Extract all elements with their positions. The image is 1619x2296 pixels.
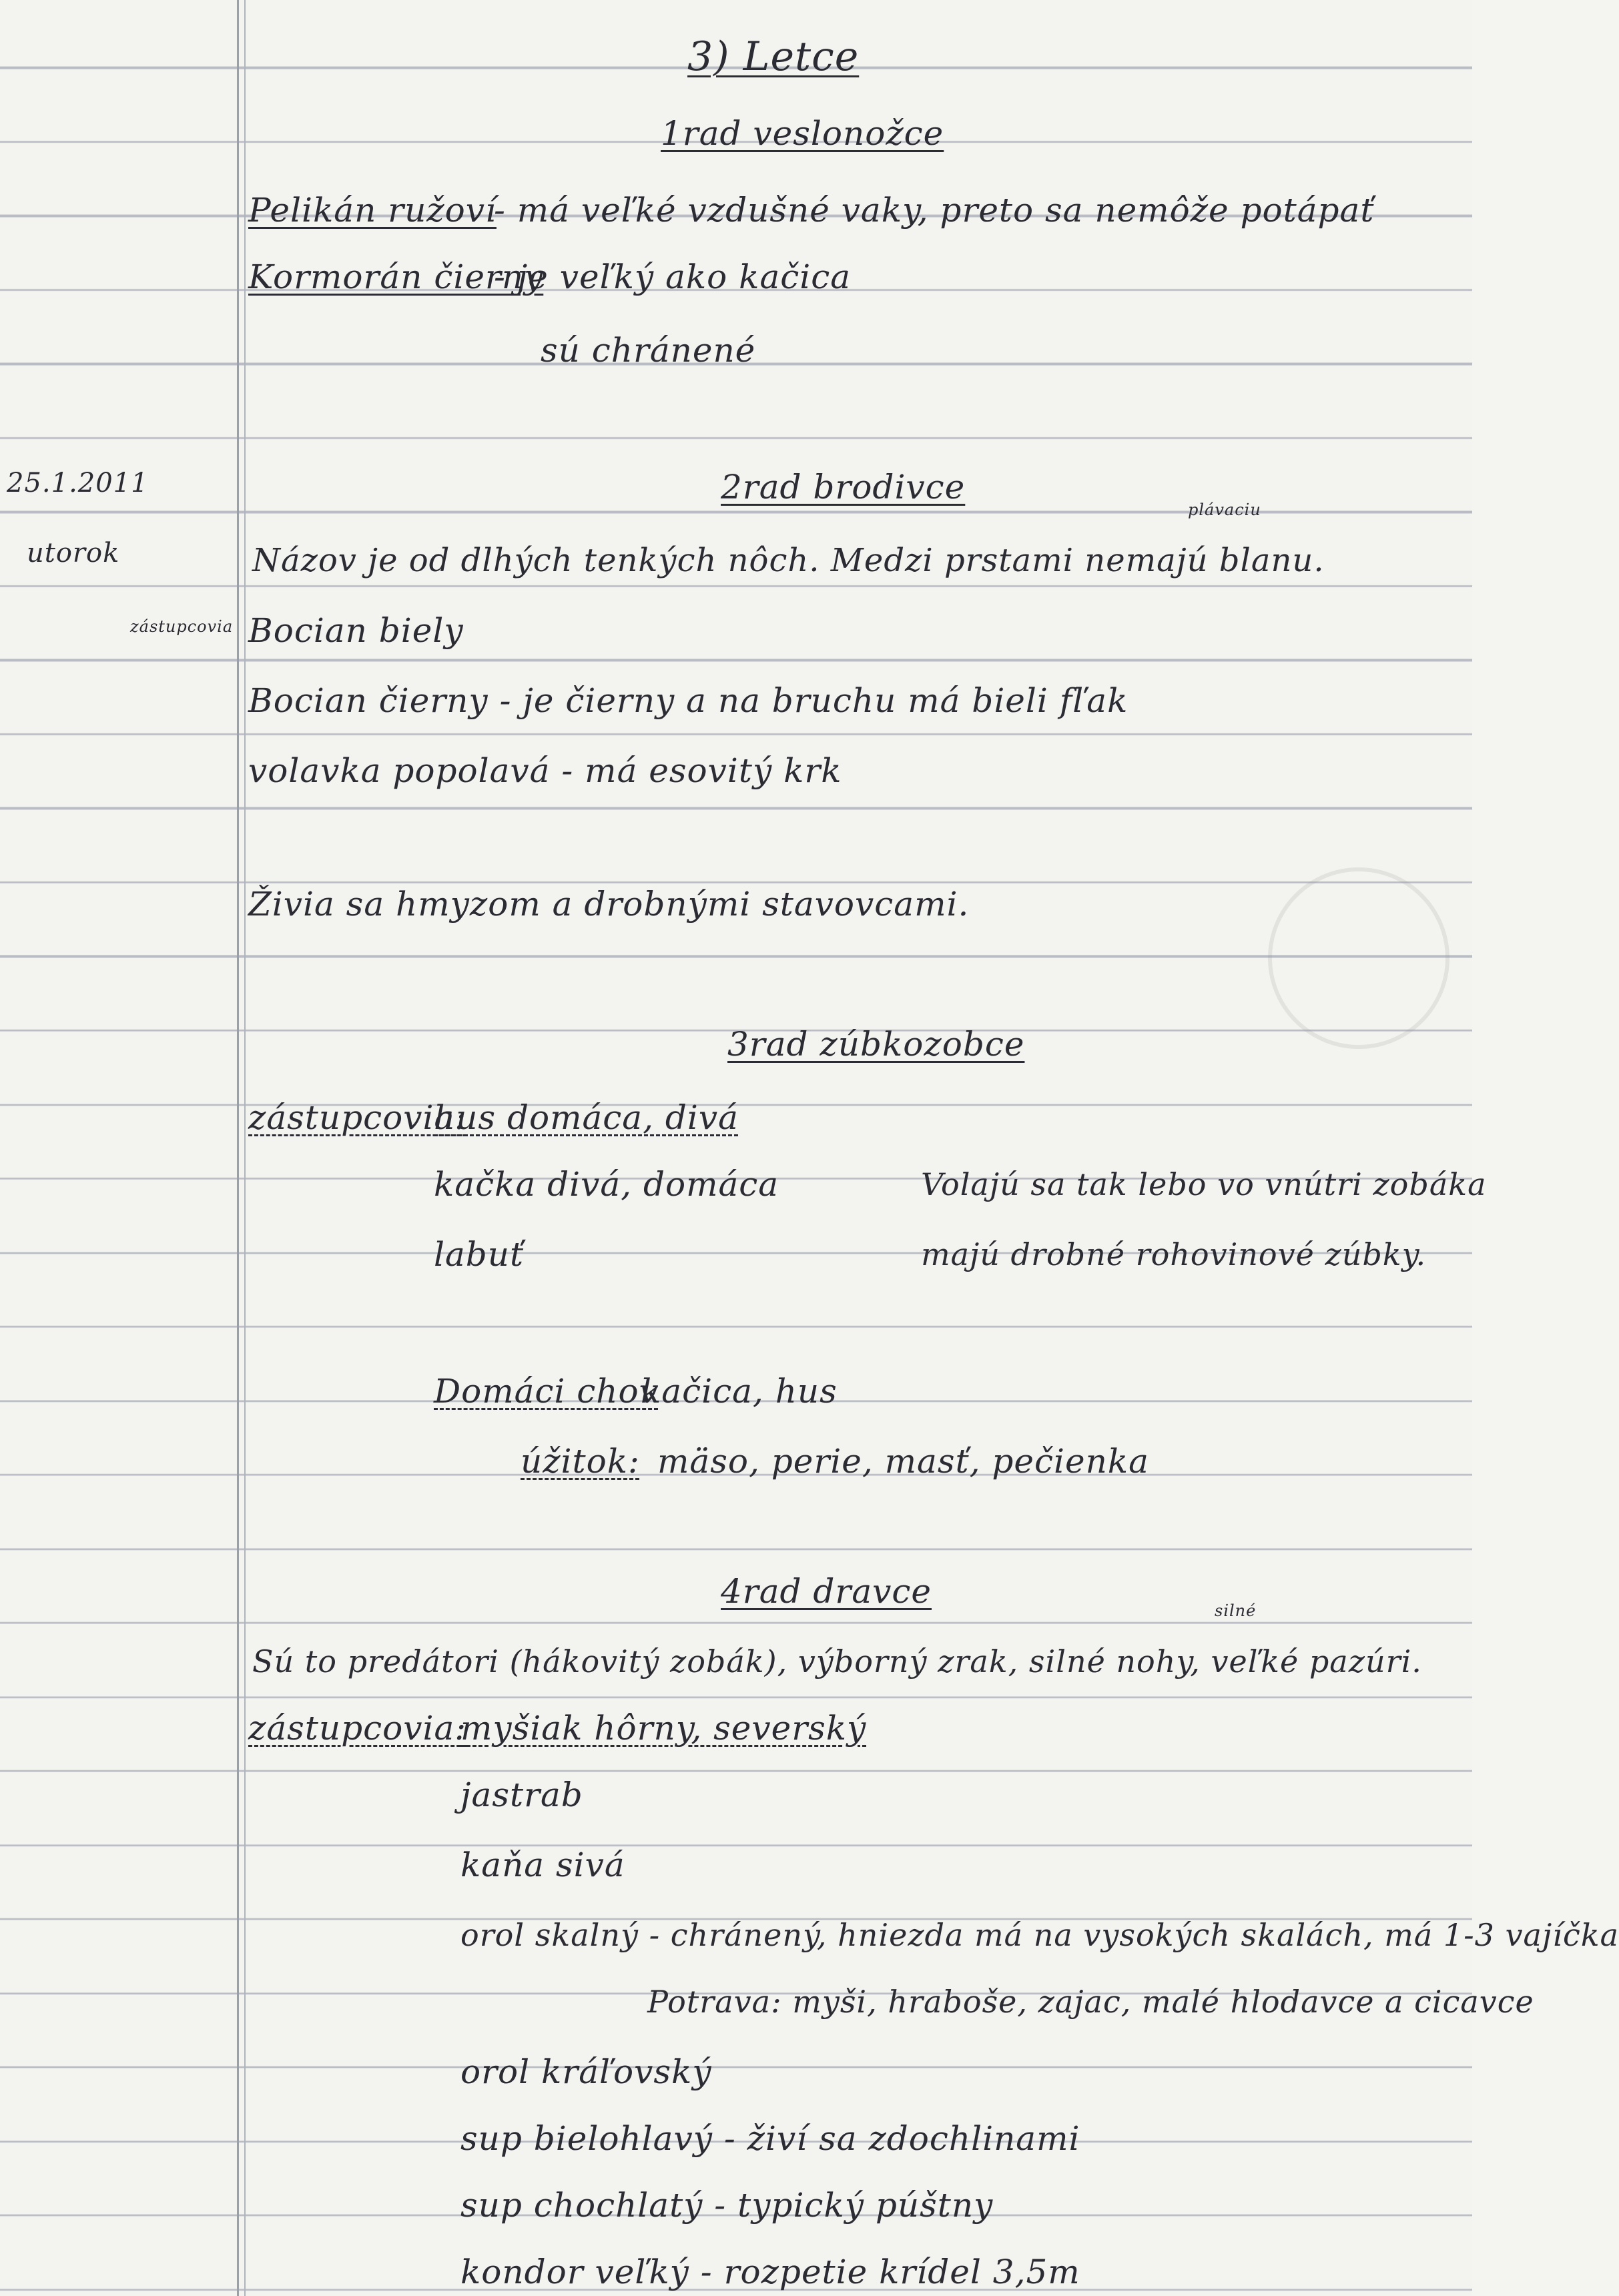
margin-line-inner [244,0,246,2296]
margin-representatives: zástupcovia [130,617,234,636]
order2-heading: 2rad brodivce [721,468,966,506]
order4-species-5: sup bielohlavý - živí sa zdochlinami [460,2119,1080,2158]
order4-species-7: kondor veľký - rozpetie krídel 3,5m [460,2253,1080,2291]
order4-reps-first: myšiak hôrny, severský [460,1709,867,1748]
order3-heading: 3rad zúbkozobce [727,1025,1025,1064]
order1-heading: 1rad veslonožce [661,114,944,153]
margin-date: 25.1.2011 [7,468,149,498]
margin-line [237,0,239,2296]
bleed-through-mark [1268,867,1449,1049]
order3-note-1: Volajú sa tak lebo vo vnútri zobáka [921,1166,1487,1202]
order4-insert-word: silné [1215,1601,1257,1620]
order3-rep-2: labuť [434,1235,525,1274]
page-title: 3) Letce [687,33,860,80]
order4-species-2: kaňa sivá [460,1846,625,1884]
order4-species-6: sup chochlatý - typický púštny [460,2186,994,2225]
order2-description: Názov je od dlhých tenkých nôch. Medzi prstami nemajú blanu. [252,542,1325,579]
order2-food: Živia sa hmyzom a drobnými stavovcami. [248,885,970,923]
order3-rep-1: kačka divá, domáca [434,1165,779,1204]
order3-note-2: majú drobné rohovinové zúbky. [921,1236,1427,1272]
order1-species-1-text: - má veľké vzdušné vaky, preto sa nemôže potápať [494,191,1375,230]
order3-breeding: kačica, hus [641,1372,838,1411]
order4-species-1: jastrab [460,1776,583,1814]
order3-use: mäso, perie, masť, pečienka [657,1442,1149,1481]
order4-description: Sú to predátori (hákovitý zobák), výborný zrak, silné nohy, veľké pazúri. [252,1643,1422,1679]
order3-reps-first: hus domáca, divá [434,1098,739,1137]
order2-species-1: Bocian biely [248,611,464,650]
order3-breeding-label: Domáci chov [434,1372,659,1411]
order1-species-2-name: Kormorán čierny [248,258,544,296]
order4-heading: 4rad dravce [721,1572,932,1611]
order1-species-1-name: Pelikán ružoví [248,191,497,230]
order3-use-label: úžitok: [521,1442,640,1481]
order4-species-3: orol skalný - chránený, hniezda má na vysokých skalách, má 1-3 vajíčka [460,1917,1619,1953]
order2-insert-word: plávaciu [1188,500,1261,519]
order1-protected-note: sú chránené [541,331,756,370]
order4-reps-label: zástupcovia: [248,1709,467,1748]
order2-species-2: Bocian čierny - je čierny a na bruchu má bieli fľak [248,681,1128,720]
margin-day: utorok [27,538,120,568]
order3-reps-label: zástupcovia: [248,1098,467,1137]
order1-species-2-text: - je veľký ako kačica [494,258,852,296]
order2-species-3: volavka popolavá - má esovitý krk [248,751,842,790]
order4-species-4: orol kráľovský [460,2052,712,2091]
order4-food: Potrava: myši, hraboše, zajac, malé hlodavce a cicavce [647,1984,1534,2020]
